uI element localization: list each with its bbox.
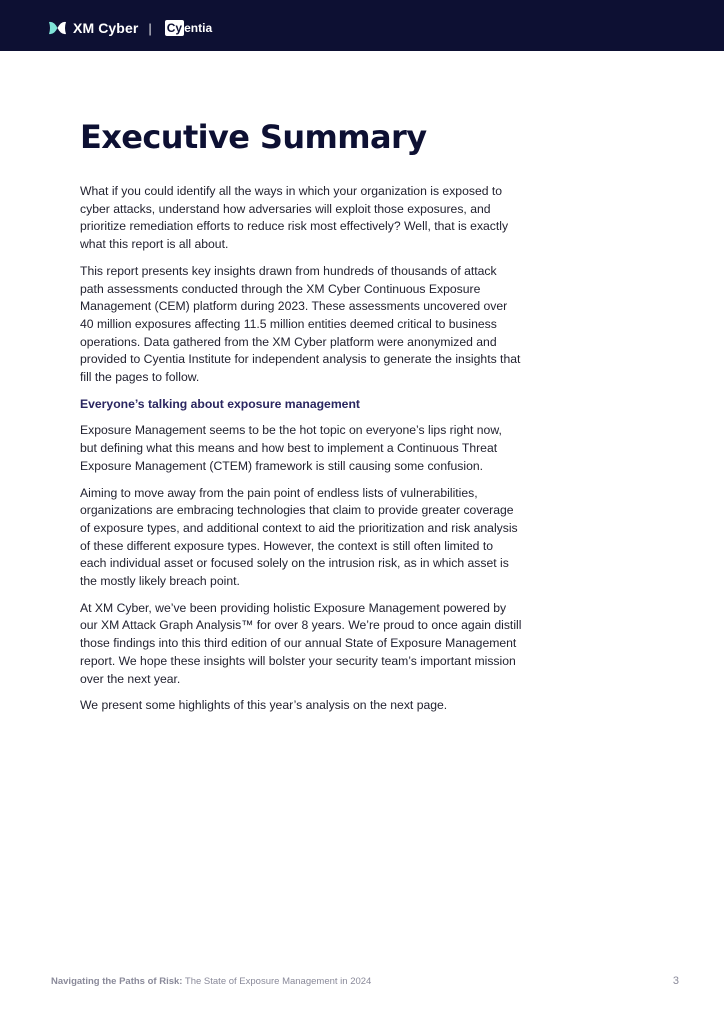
footer-title-bold: Navigating the Paths of Risk: <box>51 976 183 987</box>
body-paragraph-2: Aiming to move away from the pain point of endless lists of vulnerabilities, organizations are embracing technologies that claim to provide greater coverage of exposure types, and additional context to aid the prioritization and risk analysis of these different exposure types. However, the context is still often limited to each individual asset or focused solely on the intrusion risk, as in which asset is the mostly likely breach point. <box>80 485 518 589</box>
brand-name: XM Cyber <box>73 20 139 36</box>
page-number: 3 <box>672 975 679 987</box>
footer-report-title <box>51 976 371 987</box>
brand-lockup <box>48 17 212 39</box>
cyentia-logo-prefix: Cy <box>166 21 183 35</box>
xm-cyber-logo-icon <box>48 20 67 36</box>
body-paragraph-4: We present some highlights of this year’s analysis on the next page. <box>80 698 448 713</box>
body-paragraph-3: At XM Cyber, we’ve been providing holistic Exposure Management powered by our XM Attack Graph Analysis™ for over 8 years. We’re proud to once again distill those findings into this third edition of our annual State of Exposure Management report. We hope these insights will bolster your security team’s important mission over the next year. <box>80 600 522 686</box>
intro-paragraph-2: This report presents key insights drawn from hundreds of thousands of attack path assessments conducted through the XM Cyber Continuous Exposure Management (CEM) platform during 2023. These assessments uncovered over 40 million exposures affecting 11.5 million entities deemed critical to business operations. Data gathered from the XM Cyber platform were anonymized and provided to Cyentia Institute for independent analysis to generate the insights that fill the pages to follow. <box>80 263 521 385</box>
footer-title-rest: The State of Exposure Management in 2024 <box>182 976 372 987</box>
intro-paragraph-1: What if you could identify all the ways in which your organization is exposed to cyber attacks, understand how adversaries will exploit those exposures, and prioritize remediation efforts to reduce risk most effectively? Well, that is exactly what this report is all about. <box>80 184 509 252</box>
brand-separator: | <box>148 20 152 36</box>
section-subheading: Everyone’s talking about exposure management <box>80 396 360 411</box>
header-bar <box>0 0 724 51</box>
main-content <box>80 117 522 724</box>
cyentia-logo-suffix: entia <box>184 21 213 35</box>
page-title: Executive Summary <box>80 118 427 156</box>
cyentia-logo <box>165 20 212 36</box>
body-paragraph-1: Exposure Management seems to be the hot topic on everyone’s lips right now, but defining what this means and how best to implement a Continuous Threat Exposure Management (CTEM) framework is still causing some confusion. <box>80 423 502 473</box>
